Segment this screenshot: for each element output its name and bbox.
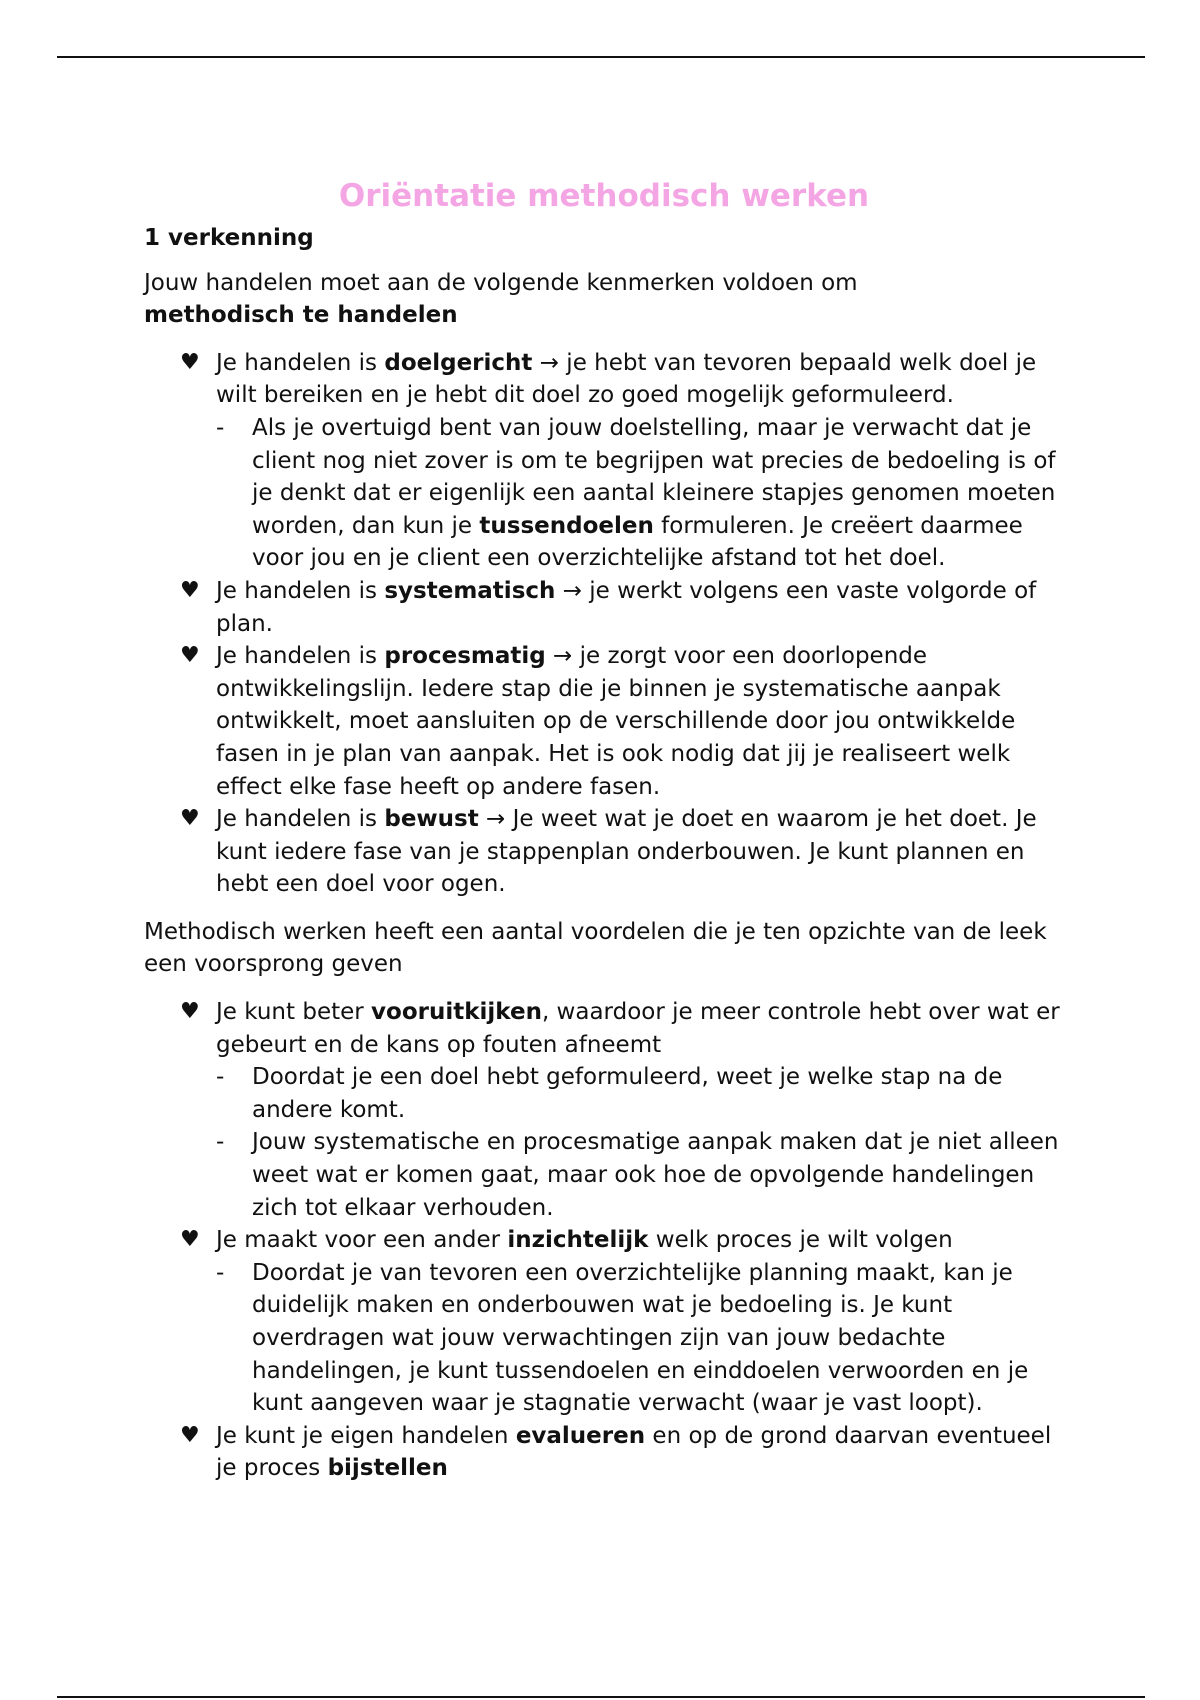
- item-text: → je hebt van tevoren bepaald welk doel je wilt bereiken en je hebt dit doel zo goed mogelijk geformuleerd.: [216, 349, 1037, 409]
- sub-item-text: Jouw systematische en procesmatige aanpak maken dat je niet alleen weet wat er komen gaat, maar ook hoe de opvolgende handelingen zich tot elkaar verhouden.: [252, 1129, 1059, 1221]
- item-text: Je handelen is: [216, 577, 385, 604]
- item-text: → je werkt volgens een vaste volgorde of plan.: [216, 577, 1037, 637]
- list-item: [144, 347, 1064, 575]
- item-text: en op de grond daarvan eventueel je proces: [216, 1422, 1052, 1482]
- item-keyword: bewust: [384, 806, 479, 833]
- item-text: Je kunt beter: [216, 999, 372, 1026]
- item-text: Je handelen is: [216, 349, 385, 376]
- item-text: Je maakt voor een ander: [216, 1227, 508, 1254]
- sub-list-item: [216, 1257, 1064, 1420]
- heart-bullet-icon: ♥: [180, 999, 200, 1025]
- dash-bullet-icon: -: [216, 1064, 225, 1091]
- section-heading: 1 verkenning: [144, 225, 314, 251]
- sub-list-item: [216, 412, 1064, 575]
- intro-bold: methodisch te handelen: [144, 302, 458, 329]
- sub-item-text: formuleren. Je creëert daarmee voor jou en je client een overzichtelijke afstand tot het doel.: [252, 512, 1023, 572]
- dash-bullet-icon: -: [216, 414, 225, 441]
- item-keyword: bijstellen: [327, 1455, 448, 1482]
- sub-list-item: [216, 1126, 1064, 1224]
- intro-text: Jouw handelen moet aan de volgende kenmerken voldoen om: [144, 269, 858, 296]
- item-text: → Je weet wat je doet en waarom je het doet. Je kunt iedere fase van je stappenplan onderbouwen. Je kunt plannen en hebt een doel voor ogen.: [216, 806, 1037, 898]
- item-text: Je kunt je eigen handelen: [216, 1422, 516, 1449]
- heart-bullet-icon: ♥: [180, 643, 200, 669]
- intro-paragraph: [144, 267, 1064, 332]
- heart-bullet-icon: ♥: [180, 1227, 200, 1253]
- dash-bullet-icon: -: [216, 1259, 225, 1286]
- item-text: Je handelen is: [216, 806, 385, 833]
- sub-item-text: Als je overtuigd bent van jouw doelstelling, maar je verwacht dat je client nog niet zover is om te begrijpen wat precies de bedoeling is of je denkt dat er eigenlijk een aantal kleinere stapjes genomen moeten worden, dan kun je: [252, 414, 1056, 539]
- voordelen-intro: Methodisch werken heeft een aantal voordelen die je ten opzichte van de leek een voorsprong geven: [144, 918, 1047, 978]
- list-item: [144, 1420, 1064, 1485]
- sub-list: [216, 412, 1064, 575]
- item-text: welk proces je wilt volgen: [648, 1227, 953, 1254]
- heart-bullet-icon: ♥: [180, 1422, 200, 1448]
- item-keyword: evalueren: [515, 1422, 646, 1449]
- sub-list-item: [216, 1061, 1064, 1126]
- sub-list: [216, 1257, 1064, 1420]
- sub-item-text: Doordat je van tevoren een overzichtelijke planning maakt, kan je duidelijk maken en onderbouwen wat je bedoeling is. Je kunt overdragen wat jouw verwachtingen zijn van jouw bedachte handelingen, je kunt tussendoelen en einddoelen verwoorden en je kunt aangeven waar je stagnatie verwacht (waar je vast loopt).: [252, 1259, 1029, 1417]
- header-rule: [57, 56, 1145, 58]
- list-item: [144, 803, 1064, 901]
- heart-bullet-icon: ♥: [180, 349, 200, 375]
- list-item: [144, 996, 1064, 1224]
- dash-bullet-icon: -: [216, 1129, 225, 1156]
- heart-bullet-icon: ♥: [180, 806, 200, 832]
- sub-item-text: Doordat je een doel hebt geformuleerd, weet je welke stap na de andere komt.: [252, 1064, 1003, 1123]
- footer-rule: [57, 1696, 1145, 1698]
- item-text: → je zorgt voor een doorlopende ontwikkelingslijn. Iedere stap die je binnen je systematische aanpak ontwikkelt, moet aansluiten op de verschillende door jou ontwikkelde fasen in je plan van aanpak. Het is ook nodig dat jij je realiseert welk effect elke fase heeft op andere fasen.: [216, 643, 1016, 800]
- list-item: [144, 640, 1064, 803]
- item-text: Je handelen is: [216, 643, 385, 670]
- voordelen-list: [144, 996, 1064, 1485]
- item-keyword: procesmatig: [384, 643, 546, 670]
- heart-bullet-icon: ♥: [180, 577, 200, 603]
- sub-list: [216, 1061, 1064, 1224]
- document-body: [144, 176, 1064, 1500]
- list-item: [144, 1224, 1064, 1420]
- item-text: , waardoor je meer controle hebt over wat er gebeurt en de kans op fouten afneemt: [216, 999, 1060, 1058]
- item-keyword: vooruitkijken: [371, 999, 542, 1026]
- list-item: [144, 575, 1064, 640]
- item-keyword: inzichtelijk: [507, 1227, 649, 1254]
- item-keyword: doelgericht: [384, 349, 533, 376]
- item-keyword: systematisch: [384, 577, 556, 604]
- sub-item-keyword: tussendoelen: [479, 512, 654, 539]
- kenmerken-list: [144, 347, 1064, 901]
- document-title: Oriëntatie methodisch werken: [338, 178, 870, 214]
